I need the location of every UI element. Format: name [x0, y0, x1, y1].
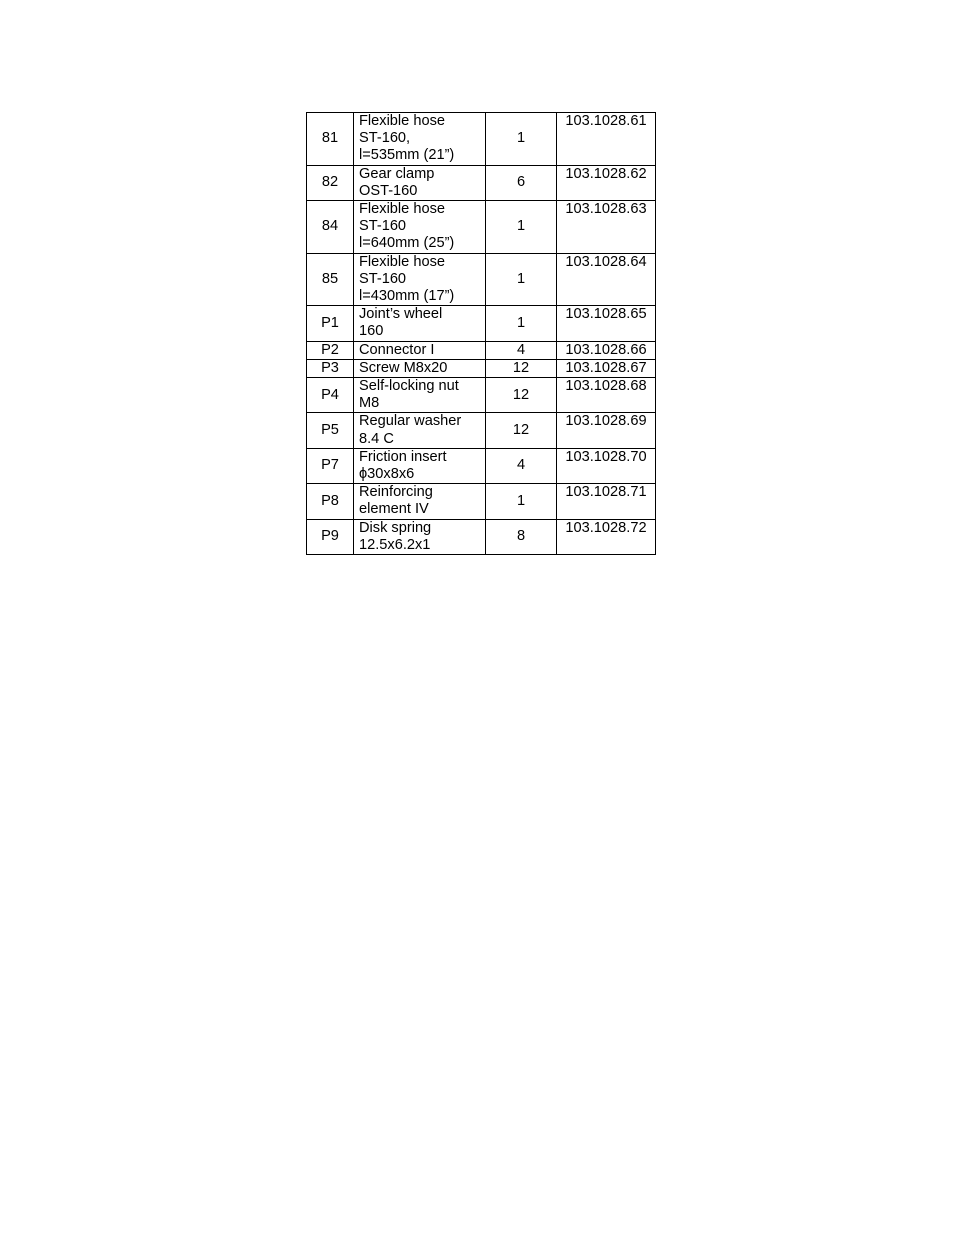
table-row: [307, 306, 656, 341]
table-row: [307, 484, 656, 519]
part-name-line: 8.4 C: [359, 430, 394, 447]
position-cell: 85: [307, 253, 354, 306]
part-code-cell: 103.1028.66: [557, 341, 656, 359]
part-name-line: ST-160,: [359, 130, 411, 147]
part-code-cell: 103.1028.72: [557, 519, 656, 554]
part-name-line: Screw M8x20: [359, 359, 448, 376]
part-name-cell: [354, 378, 486, 413]
part-code-cell: 103.1028.63: [557, 201, 656, 254]
quantity-cell: 1: [486, 306, 557, 341]
part-code-cell: 103.1028.68: [557, 378, 656, 413]
position-cell: 84: [307, 201, 354, 254]
quantity-cell: 4: [486, 341, 557, 359]
quantity-cell: 1: [486, 253, 557, 306]
table-row: [307, 201, 656, 254]
part-name-line: OST-160: [359, 182, 418, 199]
position-cell: P1: [307, 306, 354, 341]
position-cell: 81: [307, 113, 354, 166]
quantity-cell: 12: [486, 359, 557, 377]
parts-table: [306, 112, 656, 555]
quantity-cell: 4: [486, 448, 557, 483]
part-name-line: l=430mm (17”): [359, 288, 455, 305]
part-name-line: Reinforcing: [359, 484, 433, 501]
position-cell: P2: [307, 341, 354, 359]
table-row: [307, 519, 656, 554]
position-cell: P4: [307, 378, 354, 413]
part-name-cell: [354, 448, 486, 483]
part-name-cell: [354, 413, 486, 448]
part-name-line: Connector I: [359, 341, 435, 358]
part-name-cell: [354, 306, 486, 341]
table-row: [307, 448, 656, 483]
part-name-line: 160: [359, 323, 384, 340]
quantity-cell: 1: [486, 484, 557, 519]
position-cell: P9: [307, 519, 354, 554]
part-name-line: Disk spring: [359, 519, 432, 536]
quantity-cell: 12: [486, 378, 557, 413]
quantity-cell: 1: [486, 201, 557, 254]
part-name-line: Friction insert: [359, 448, 447, 465]
part-name-line: element IV: [359, 501, 429, 518]
part-name-line: l=535mm (21”): [359, 147, 455, 164]
position-cell: P5: [307, 413, 354, 448]
part-name-cell: [354, 113, 486, 166]
part-name-line: Gear clamp: [359, 165, 435, 182]
table-row: [307, 359, 656, 377]
position-cell: P7: [307, 448, 354, 483]
position-cell: P3: [307, 359, 354, 377]
part-name-line: Self-locking nut: [359, 378, 459, 395]
position-cell: 82: [307, 165, 354, 200]
quantity-cell: 12: [486, 413, 557, 448]
part-code-cell: 103.1028.70: [557, 448, 656, 483]
part-name-line: M8: [359, 395, 380, 412]
part-code-cell: 103.1028.61: [557, 113, 656, 166]
parts-table-body: [307, 113, 656, 555]
part-name-cell: [354, 484, 486, 519]
part-name-line: Flexible hose: [359, 253, 445, 270]
position-cell: P8: [307, 484, 354, 519]
part-name-cell: [354, 519, 486, 554]
part-code-cell: 103.1028.69: [557, 413, 656, 448]
table-row: [307, 113, 656, 166]
part-code-cell: 103.1028.65: [557, 306, 656, 341]
part-name-line: l=640mm (25”): [359, 235, 455, 252]
part-name-cell: [354, 341, 486, 359]
part-name-line: Flexible hose: [359, 113, 445, 129]
part-name-cell: [354, 359, 486, 377]
quantity-cell: 8: [486, 519, 557, 554]
table-row: [307, 341, 656, 359]
table-row: [307, 253, 656, 306]
part-name-line: Regular washer: [359, 413, 462, 430]
table-row: [307, 165, 656, 200]
part-code-cell: 103.1028.71: [557, 484, 656, 519]
part-name-cell: [354, 253, 486, 306]
part-name-line: Joint’s wheel: [359, 306, 443, 323]
part-code-cell: 103.1028.62: [557, 165, 656, 200]
part-name-line: ST-160: [359, 270, 407, 287]
part-name-line: ϕ30x8x6: [359, 466, 415, 483]
part-name-cell: [354, 165, 486, 200]
quantity-cell: 1: [486, 113, 557, 166]
part-name-line: Flexible hose: [359, 201, 445, 218]
quantity-cell: 6: [486, 165, 557, 200]
table-row: [307, 413, 656, 448]
part-name-line: ST-160: [359, 218, 407, 235]
part-code-cell: 103.1028.67: [557, 359, 656, 377]
part-name-line: 12.5x6.2x1: [359, 536, 431, 553]
table-row: [307, 378, 656, 413]
part-name-cell: [354, 201, 486, 254]
part-code-cell: 103.1028.64: [557, 253, 656, 306]
